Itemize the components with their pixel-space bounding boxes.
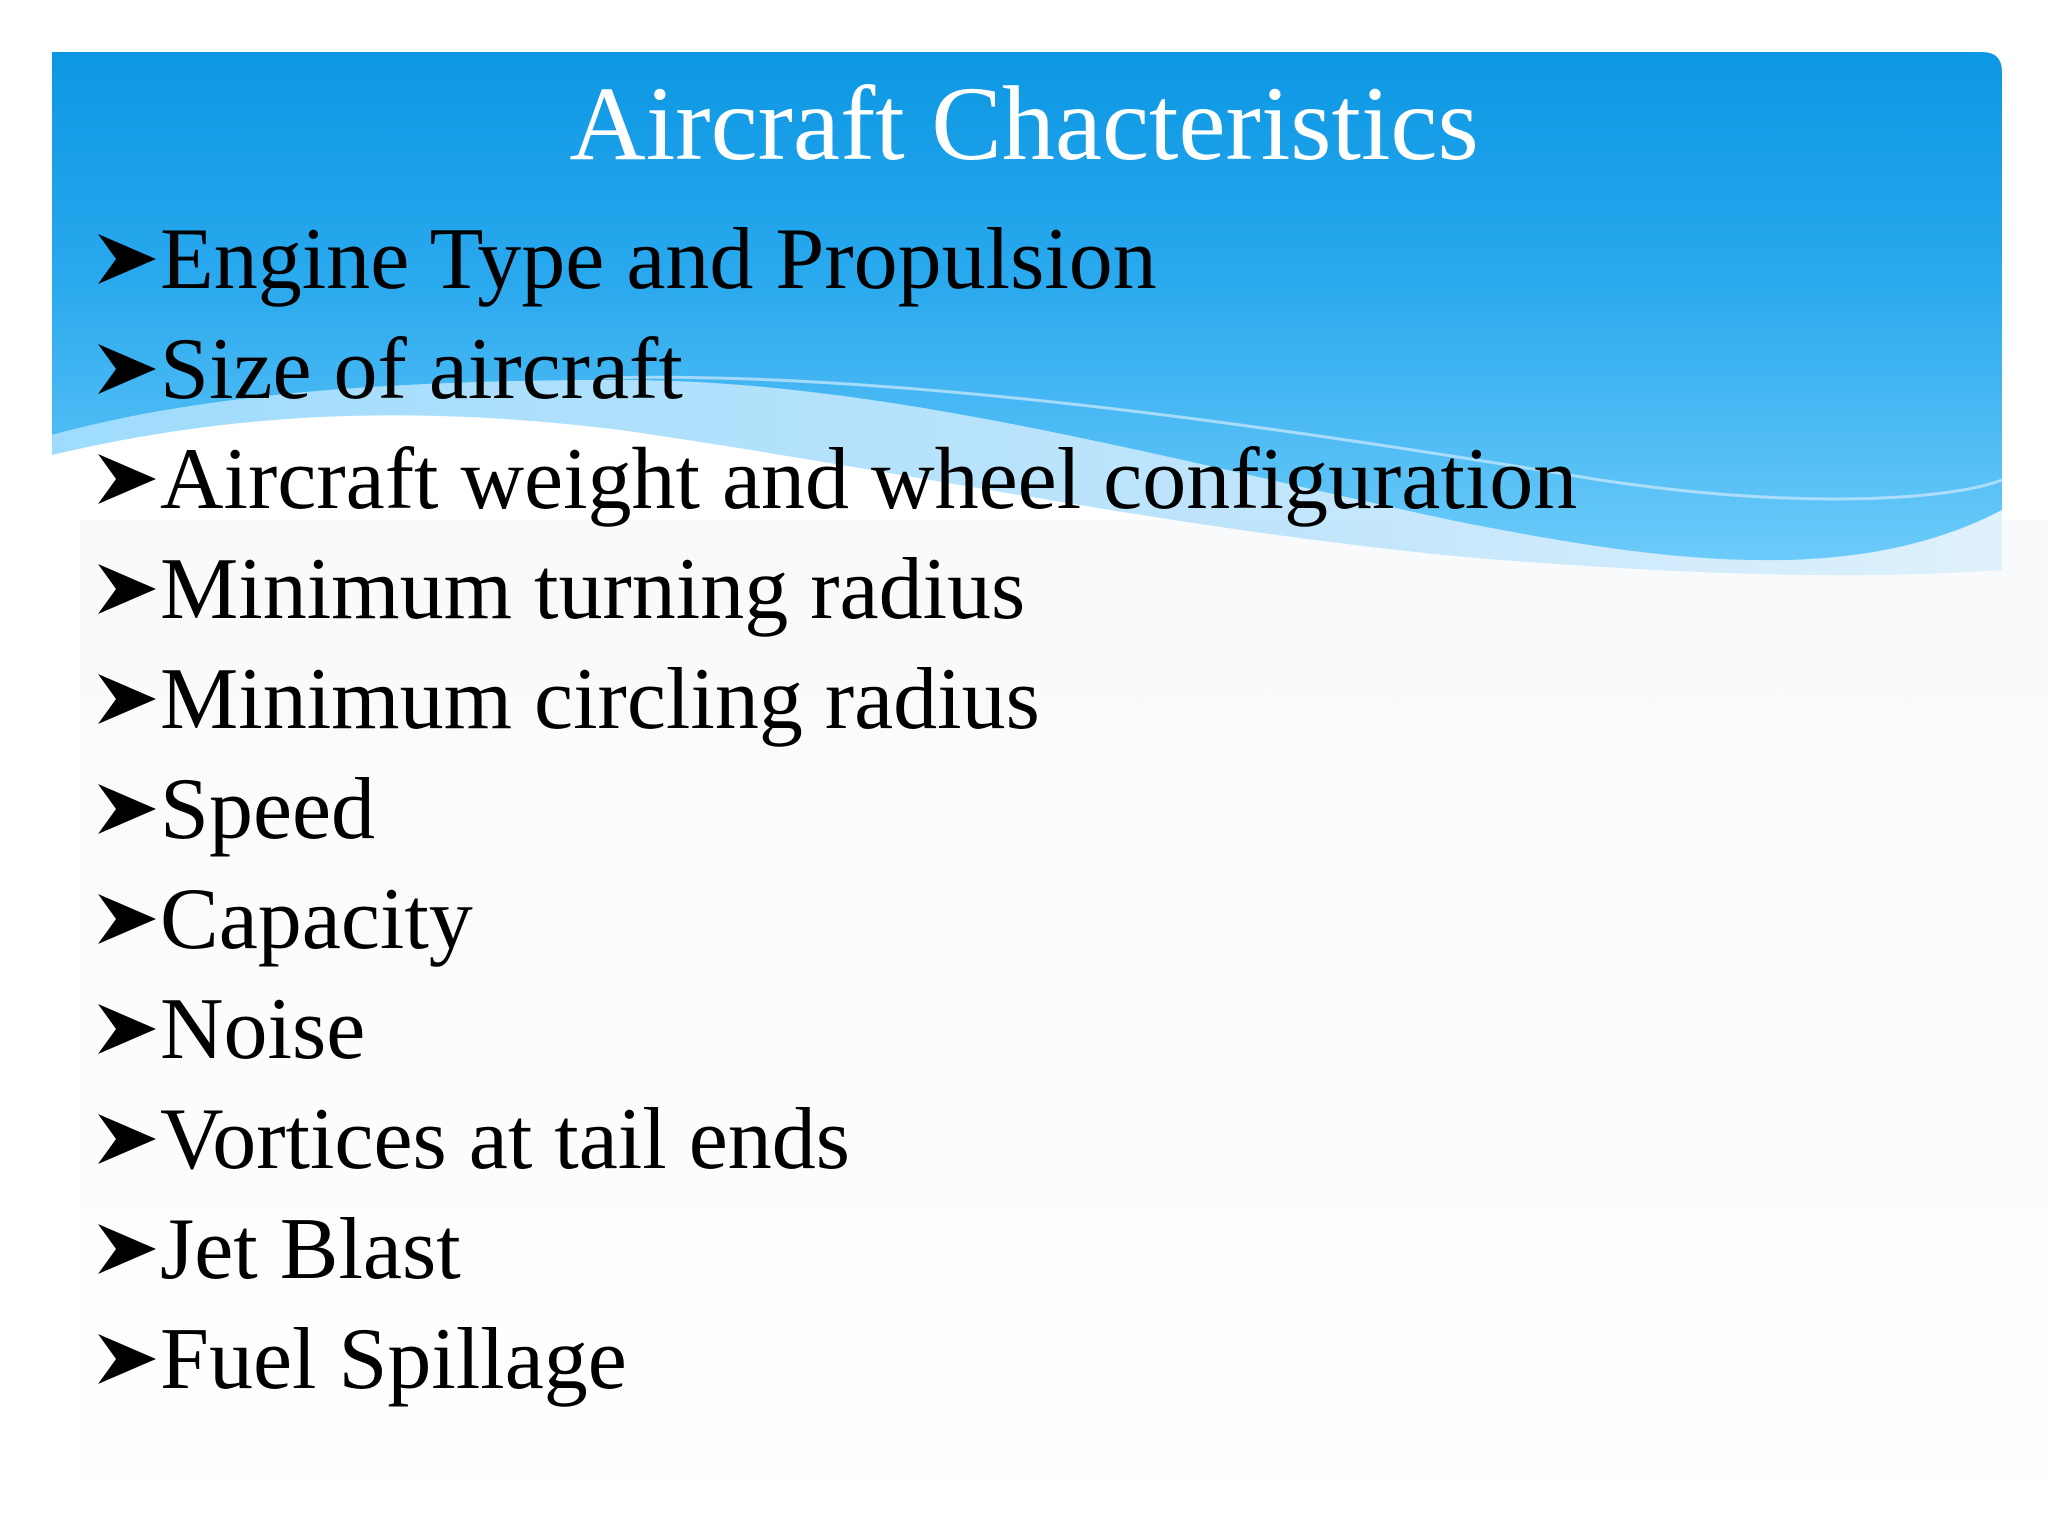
arrowhead-bullet-icon (94, 776, 160, 842)
list-item (94, 754, 1577, 864)
arrowhead-bullet-icon (94, 226, 160, 292)
arrowhead-bullet-icon (94, 996, 160, 1062)
list-item (94, 534, 1577, 644)
list-item-label: Vortices at tail ends (160, 1090, 850, 1188)
list-item-label: Aircraft weight and wheel configuration (160, 430, 1578, 528)
list-item-label: Minimum circling radius (160, 650, 1040, 748)
list-item-label: Capacity (160, 870, 473, 968)
list-item-label: Engine Type and Propulsion (160, 210, 1157, 308)
arrowhead-bullet-icon (94, 556, 160, 622)
bullet-list (94, 204, 1577, 1414)
arrowhead-bullet-icon (94, 1106, 160, 1172)
slide-title: Aircraft Chacteristics (569, 65, 1479, 182)
list-item-label: Minimum turning radius (160, 540, 1026, 638)
list-item-label: Jet Blast (160, 1200, 461, 1298)
list-item (94, 644, 1577, 754)
arrowhead-bullet-icon (94, 1326, 160, 1392)
list-item (94, 314, 1577, 424)
list-item (94, 204, 1577, 314)
list-item (94, 1304, 1577, 1414)
list-item (94, 1194, 1577, 1304)
list-item-label: Speed (160, 760, 376, 858)
list-item-label: Size of aircraft (160, 320, 683, 418)
arrowhead-bullet-icon (94, 886, 160, 952)
list-item (94, 1084, 1577, 1194)
arrowhead-bullet-icon (94, 446, 160, 512)
arrowhead-bullet-icon (94, 666, 160, 732)
list-item-label: Fuel Spillage (160, 1310, 627, 1408)
arrowhead-bullet-icon (94, 1216, 160, 1282)
arrowhead-bullet-icon (94, 336, 160, 402)
list-item (94, 974, 1577, 1084)
list-item (94, 864, 1577, 974)
list-item (94, 424, 1577, 534)
list-item-label: Noise (160, 980, 366, 1078)
